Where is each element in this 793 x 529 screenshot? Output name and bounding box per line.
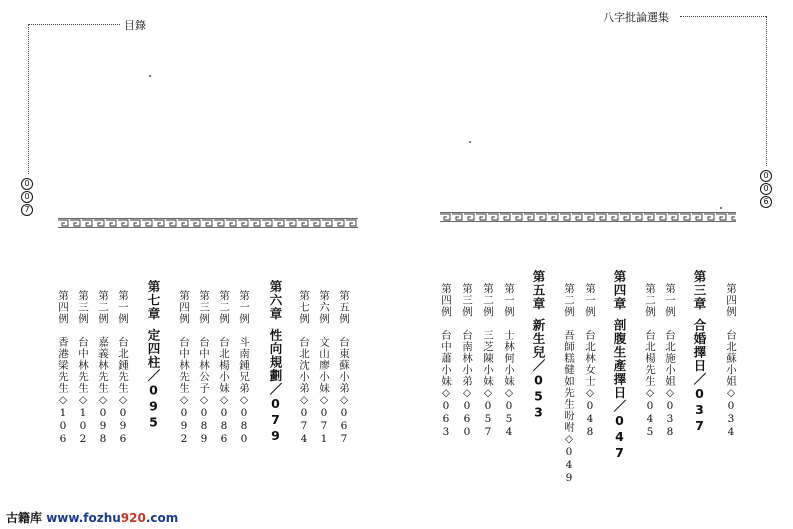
toc-entry: 第三例台中林公子◇089: [198, 290, 210, 446]
scan-speck: [149, 75, 151, 77]
toc-entry: 第一例士林何小妹◇054: [503, 283, 515, 439]
right-page-number: 0 0 6: [760, 170, 772, 209]
toc-entry: 第一例斗南鍾兄弟◇080: [238, 290, 250, 446]
site-url[interactable]: www.fozhu920.com: [46, 511, 179, 525]
toc-entry: 第二例台北楊先生◇045: [644, 283, 656, 439]
toc-entry: 第二例嘉義林先生◇098: [97, 290, 109, 446]
toc-entry: 第五例台東蘇小弟◇067: [338, 290, 350, 446]
toc-entry: 第三例台南林小弟◇060: [461, 283, 473, 439]
toc-entry: 第二例吾師糕健如先生吩咐◇049: [563, 283, 575, 485]
toc-entry: 第三例台中林先生◇102: [77, 290, 89, 446]
toc-chapter: 第六章性向規劃／079: [268, 280, 283, 444]
toc-chapter: 第四章剖腹生產擇日／047: [612, 270, 627, 461]
toc-chapter: 第三章合婚擇日／037: [692, 270, 707, 434]
right-header-rule: [680, 16, 766, 17]
toc-entry: 第六例文山廖小妹◇071: [318, 290, 330, 446]
toc-entry: 第一例台北施小姐◇038: [664, 283, 676, 439]
scan-speck: [720, 207, 722, 209]
right-page-header: 八字批論選集: [603, 11, 669, 24]
toc-chapter: 第七章定四柱／095: [146, 280, 161, 431]
toc-entry: 第四例台中林先生◇092: [178, 290, 190, 446]
toc-entry: 第四例香港梁先生◇106: [57, 290, 69, 446]
right-fret-band: [440, 212, 736, 222]
toc-entry: 第一例台北林女士◇048: [584, 283, 596, 439]
site-name: 古籍库: [6, 511, 43, 525]
left-frame-rule: [28, 24, 29, 174]
left-header-rule: [28, 24, 120, 25]
footer-watermark: [6, 509, 178, 526]
toc-entry: 第七例台北沈小弟◇074: [298, 290, 310, 446]
toc-entry: 第二例三芝陳小妹◇057: [482, 283, 494, 439]
left-fret-band: [58, 218, 358, 228]
left-page-header: 目錄: [124, 19, 146, 32]
toc-entry: 第二例台北楊小妹◇086: [218, 290, 230, 446]
right-frame-rule: [766, 16, 767, 166]
toc-entry: 第一例台北鍾先生◇096: [117, 290, 129, 446]
toc-chapter: 第五章新生兒／053: [531, 270, 546, 421]
scan-speck: [469, 141, 471, 143]
toc-entry: 第四例台北蘇小姐◇034: [725, 283, 737, 439]
left-page-number: 0 0 7: [21, 178, 33, 217]
toc-entry: 第四例台中蕭小妹◇063: [440, 283, 452, 439]
